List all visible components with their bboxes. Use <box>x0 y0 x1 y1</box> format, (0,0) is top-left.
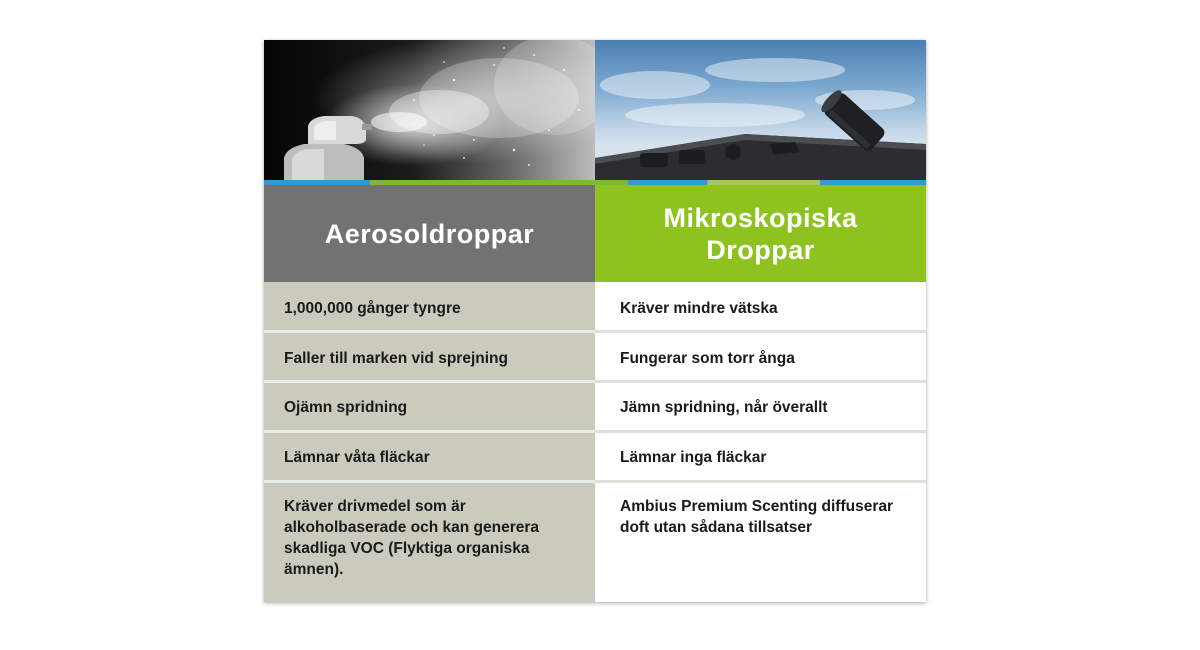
table-row <box>264 483 926 602</box>
diffuser-device-illustration <box>595 40 926 180</box>
table-row <box>264 433 926 480</box>
microscopic-cell <box>595 383 926 430</box>
table-row <box>264 333 926 380</box>
table-row <box>264 282 926 330</box>
diffuser-device-photo <box>595 40 926 180</box>
header-photos <box>264 40 926 180</box>
microscopic-cell <box>595 483 926 602</box>
microscopic-header-label: Mikroskopiska Droppar <box>663 202 858 265</box>
aerosol-cell-text: 1,000,000 gånger tyngre <box>284 300 461 317</box>
microscopic-cell-text: Kräver mindre vätska <box>620 300 778 317</box>
comparison-card <box>264 40 926 602</box>
aerosol-cell-text: Ojämn spridning <box>284 399 408 416</box>
aerosol-cell <box>264 282 595 330</box>
aerosol-cell <box>264 433 595 480</box>
microscopic-cell <box>595 433 926 480</box>
aerosol-header-label: Aerosoldroppar <box>324 218 535 249</box>
aerosol-spray-photo <box>264 40 595 180</box>
microscopic-cell <box>595 282 926 330</box>
aerosol-cell-text: Faller till marken vid sprejning <box>284 350 508 367</box>
microscopic-cell-text: Jämn spridning, når överallt <box>620 399 828 416</box>
microscopic-cell-text: Fungerar som torr ånga <box>620 350 795 367</box>
aerosol-cell-text: Kräver drivmedel som är alkoholbaserade och kan generera skadliga VOC (Flyktiga organiska ämnen). <box>284 498 539 578</box>
aerosol-cell <box>264 483 595 602</box>
aerosol-header <box>264 185 595 282</box>
aerosol-can-illustration <box>264 40 595 180</box>
aerosol-cell-text: Lämnar våta fläckar <box>284 449 430 466</box>
microscopic-cell <box>595 333 926 380</box>
microscopic-cell-text: Ambius Premium Scenting diffuserar doft utan sådana tillsatser <box>620 498 894 536</box>
table-row <box>264 383 926 430</box>
aerosol-cell <box>264 333 595 380</box>
aerosol-cell <box>264 383 595 430</box>
microscopic-header <box>595 185 926 282</box>
microscopic-cell-text: Lämnar inga fläckar <box>620 449 767 466</box>
